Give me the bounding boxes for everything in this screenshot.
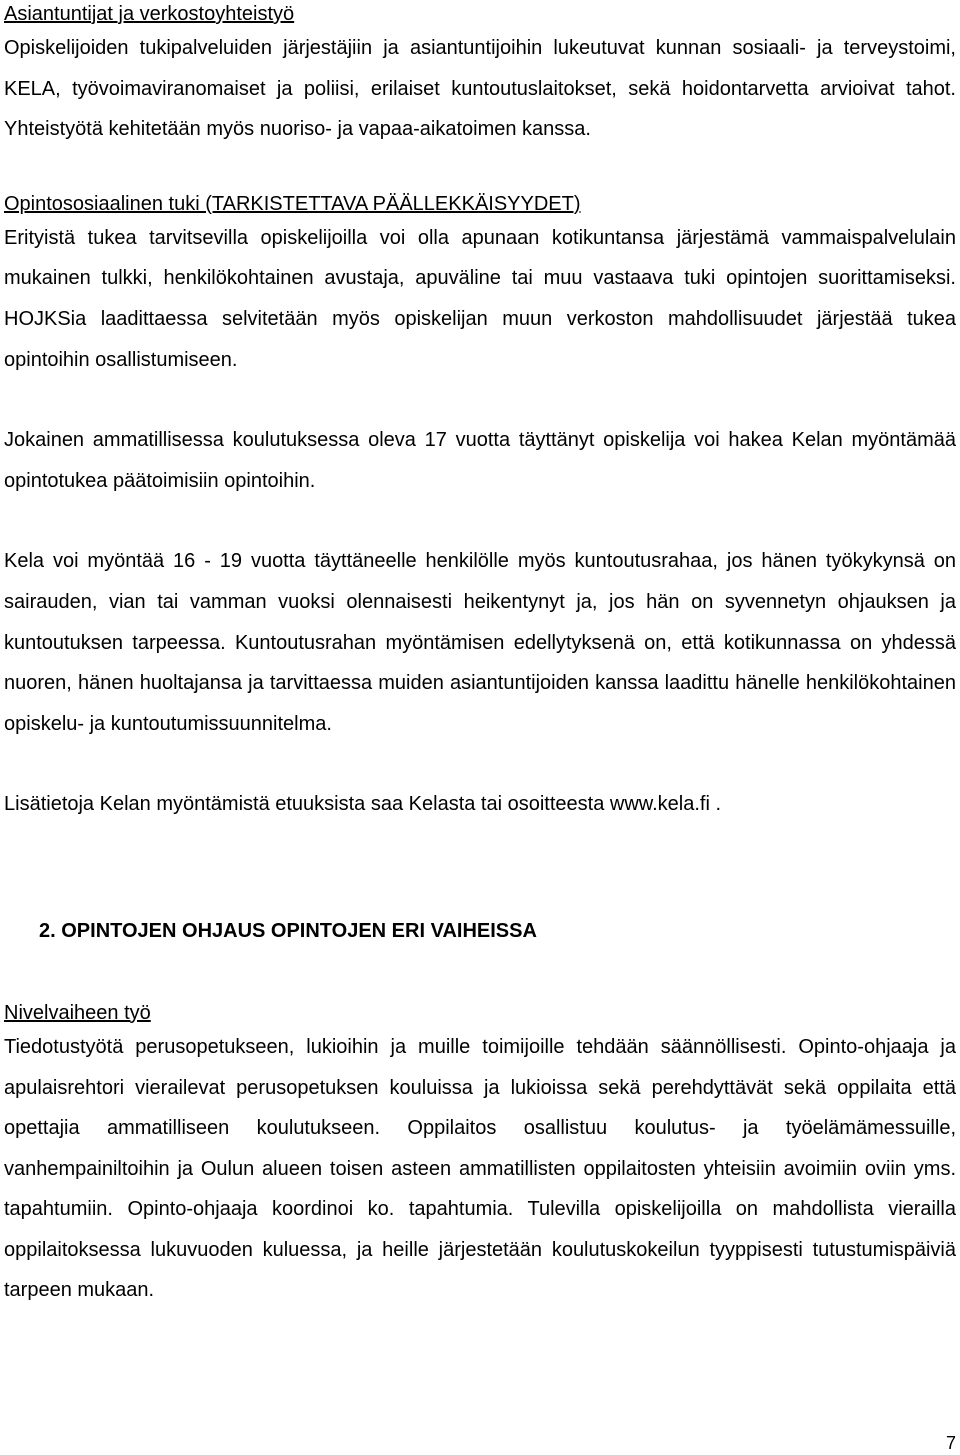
- paragraph-experts: Opiskelijoiden tukipalveluiden järjestäjiin ja asiantuntijoihin lukeutuvat kunnan sosiaali- ja terveystoimi, KELA, työvoimaviranomaiset ja poliisi, erilaiset kuntoutuslaitokset, sekä hoidontarvetta arvioivat tahot. Yhteistyötä kehitetään myös nuoriso- ja vapaa-aikatoimen kanssa.: [4, 37, 956, 141]
- section-heading-social-support: Opintososiaalinen tuki (TARKISTETTAVA PÄÄLLEKKÄISYYDET): [4, 192, 581, 215]
- section-heading-transition: Nivelvaiheen työ: [4, 1001, 151, 1024]
- page-number: 7: [945, 1433, 956, 1453]
- paragraph-social-support: Erityistä tukea tarvitsevilla opiskelijoilla voi olla apunaan kotikuntansa järjestämä vammaispalvelulain mukainen tulkki, henkilökohtainen avustaja, apuväline tai muu vastaava tuki opintojen suorittamiseksi. HOJKSia laadittaessa selvitetään myös opiskelijan muun verkoston mahdollisuudet järjestää tukea opintoihin osallistumiseen.: [4, 226, 956, 371]
- paragraph-transition: Tiedotustyötä perusopetukseen, lukioihin ja muille toimijoille tehdään säännöllisesti. Opinto-ohjaaja ja apulaisrehtori vierailevat perusopetuksen kouluissa ja lukioissa sekä perehdyttävät sekä oppilaita että opettajia ammatilliseen koulutukseen. Oppilaitos osallistuu koulutus- ja työelämämessuille, vanhempainiltoihin ja Oulun alueen toisen asteen ammatillisten oppilaitosten yhteisiin avoimiin oviin yms. tapahtumiin. Opinto-ohjaaja koordinoi ko. tapahtumia. Tulevilla opiskelijoilla on mahdollista vierailla oppilaitoksessa lukuvuoden kuluessa, ja heille järjestetään koulutuskokeilun tyyppisesti tutustumispäiviä tarpeen mukaan.: [4, 1035, 956, 1302]
- chapter-title: 2. OPINTOJEN OHJAUS OPINTOJEN ERI VAIHEISSA: [39, 919, 537, 942]
- document-page: [4, 0, 956, 1311]
- paragraph-rehabilitation: Kela voi myöntää 16 - 19 vuotta täyttäneelle henkilölle myös kuntoutusrahaa, jos hänen työkykynsä on sairauden, vian tai vamman vuoksi olennaisesti heikentynyt ja, jos hän on syvennetyn ohjauksen ja kuntoutuksen tarpeessa. Kuntoutusrahan myöntämisen edellytyksenä on, että kotikunnassa on yhdessä nuoren, hänen huoltajansa ja tarvittaessa muiden asiantuntijoiden kanssa laadittu hänelle henkilökohtainen opiskelu- ja kuntoutumissuunnitelma.: [4, 550, 956, 735]
- paragraph-study-grant: Jokainen ammatillisessa koulutuksessa oleva 17 vuotta täyttänyt opiskelija voi hakea Kelan myöntämää opintotukea päätoimisiin opintoihin.: [4, 429, 956, 492]
- section-heading-experts: Asiantuntijat ja verkostoyhteistyö: [4, 3, 295, 25]
- paragraph-more-info: Lisätietoja Kelan myöntämistä etuuksista saa Kelasta tai osoitteesta www.kela.fi .: [4, 793, 722, 816]
